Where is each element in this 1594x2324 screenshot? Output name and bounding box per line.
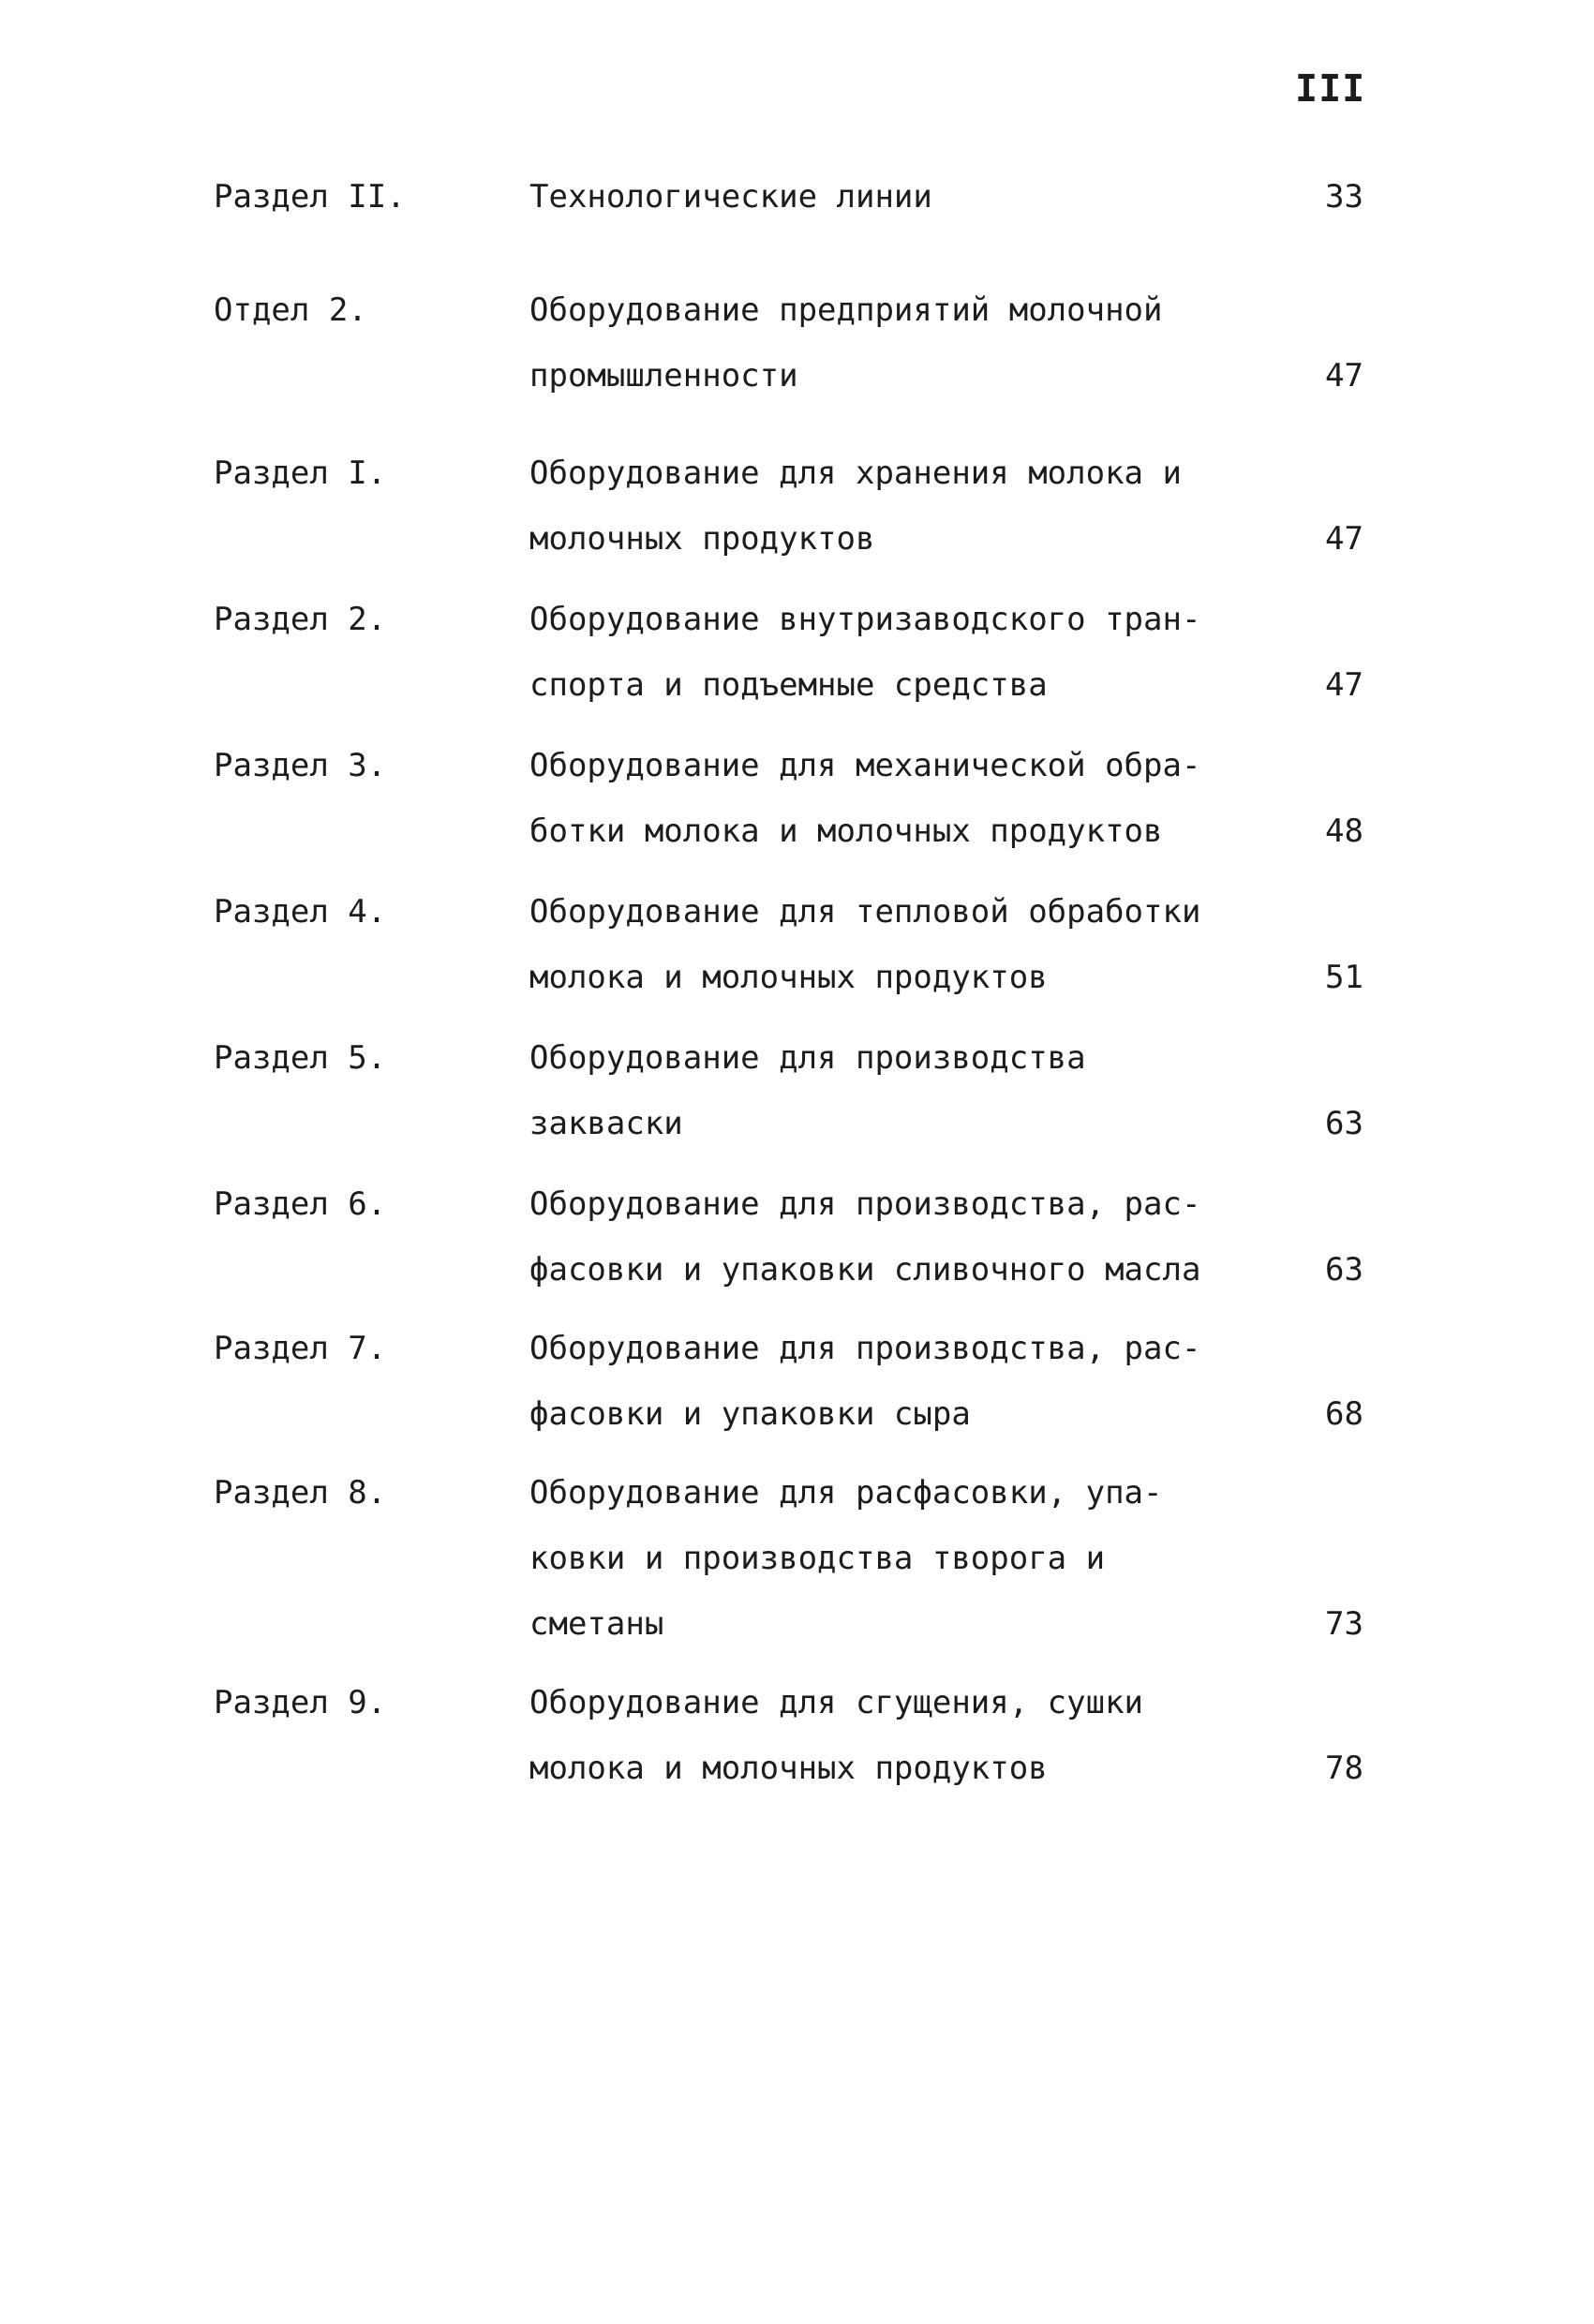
toc-entry-title-line: Оборудование предприятий молочной (529, 291, 1163, 329)
page-number: III (1295, 67, 1366, 111)
toc-entry-title-line: ботки молока и молочных продуктов (529, 812, 1163, 850)
toc-entry-title-line: молока и молочных продуктов (529, 1750, 1048, 1787)
toc-entry-title-line: промышленности (529, 357, 798, 395)
toc-entry-page: 47 (1325, 666, 1363, 704)
toc-entry-label: Раздел 6. (214, 1185, 387, 1223)
toc-entry-page: 63 (1325, 1251, 1363, 1289)
toc-entry-label: Раздел 7. (214, 1330, 387, 1367)
toc-entry-page: 78 (1325, 1750, 1363, 1787)
toc-entry-label: Раздел 5. (214, 1039, 387, 1077)
toc-entry-title (529, 1670, 1251, 1801)
toc-entry-title-line: Оборудование для механической обра- (529, 747, 1201, 784)
toc-entry-page: 47 (1325, 357, 1363, 395)
toc-entry-label: Раздел I. (214, 454, 387, 492)
toc-entry-label: Раздел 9. (214, 1684, 387, 1721)
toc-entry-title (529, 1025, 1251, 1156)
toc-entry-label: Раздел II. (214, 178, 406, 216)
toc-entry-label: Раздел 2. (214, 601, 387, 638)
toc-entry-title (529, 587, 1251, 718)
toc-entry-title (529, 1316, 1251, 1447)
toc-entry-title-line: Оборудование для сгущения, сушки (529, 1684, 1144, 1721)
toc-entry-title-line: спорта и подъемные средства (529, 666, 1048, 704)
toc-entry-title-line: фасовки и упаковки сыра (529, 1395, 971, 1433)
toc-entry-title-line: Оборудование для производства, рас- (529, 1330, 1201, 1367)
toc-entry-title-line: молока и молочных продуктов (529, 959, 1048, 996)
toc-entry-page: 73 (1325, 1605, 1363, 1643)
toc-entry-page: 63 (1325, 1105, 1363, 1142)
toc-entry-page: 48 (1325, 812, 1363, 850)
toc-entry-label: Отдел 2. (214, 291, 367, 329)
toc-entry-page: 51 (1325, 959, 1363, 996)
toc-entry-title-line: молочных продуктов (529, 520, 875, 558)
toc-entry-title-line: фасовки и упаковки сливочного масла (529, 1251, 1201, 1289)
toc-entry-title (529, 879, 1251, 1010)
toc-entry-title-line: закваски (529, 1105, 683, 1142)
toc-entry-title-line: Оборудование для производства, рас- (529, 1185, 1201, 1223)
toc-entry-title-line: Оборудование для хранения молока и (529, 454, 1182, 492)
toc-entry-label: Раздел 4. (214, 893, 387, 931)
toc-entry-title-line: Оборудование для производства (529, 1039, 1086, 1077)
toc-entry-title-line: сметаны (529, 1605, 664, 1643)
toc-entry-title-line: Технологические линии (529, 178, 932, 216)
toc-entry-title (529, 277, 1251, 409)
toc-entry-label: Раздел 3. (214, 747, 387, 784)
toc-entry-title (529, 440, 1251, 572)
toc-entry-title (529, 733, 1251, 864)
toc-entry-page: 33 (1325, 178, 1363, 216)
toc-entry-title-line: ковки и производства творога и (529, 1540, 1106, 1577)
toc-entry-title (529, 1460, 1251, 1657)
toc-entry-page: 47 (1325, 520, 1363, 558)
toc-entry-title (529, 1171, 1251, 1303)
toc-entry-title (529, 164, 1251, 230)
toc-entry-title-line: Оборудование для тепловой обработки (529, 893, 1201, 931)
toc-entry-page: 68 (1325, 1395, 1363, 1433)
toc-entry-label: Раздел 8. (214, 1474, 387, 1512)
toc-entry-title-line: Оборудование для расфасовки, упа- (529, 1474, 1163, 1512)
toc-entry-title-line: Оборудование внутризаводского тран- (529, 601, 1201, 638)
